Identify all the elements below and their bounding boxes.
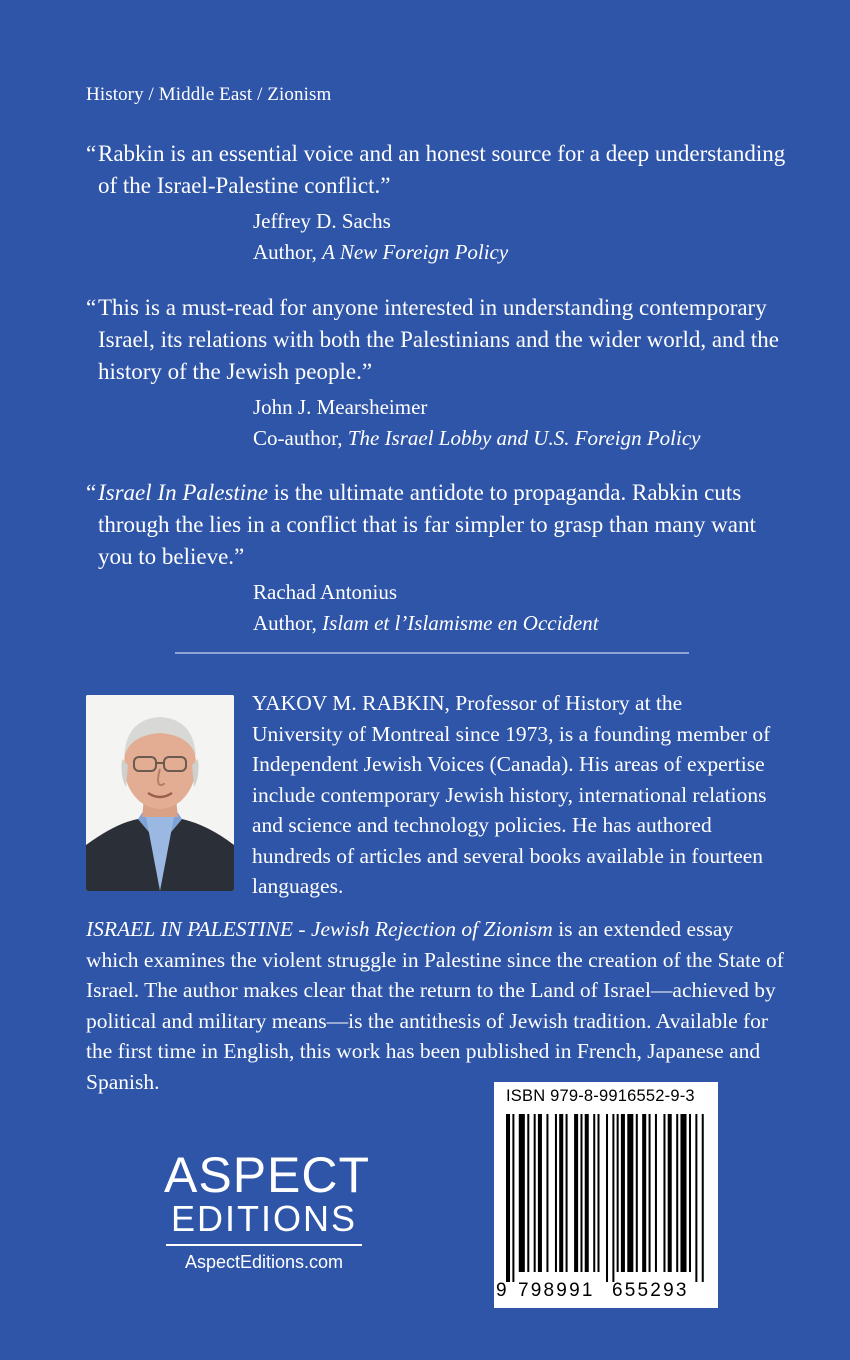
barcode-bar [585,1114,589,1272]
barcode-bar [663,1114,665,1272]
barcode-bar [617,1114,619,1272]
barcode-bar [506,1114,510,1282]
barcode-bar [597,1114,599,1272]
quote-author-role: Author, Islam et l’Islamisme en Occident [253,611,599,635]
quote-author: Rachad Antonius [253,580,398,604]
publisher-name-line2: EDITIONS [170,1198,357,1239]
barcode-group-1: 798991 [518,1280,595,1301]
publisher-logo-rule [166,1244,362,1246]
quote-attribution [253,577,786,639]
author-photo [86,695,234,891]
publisher-name-line1: ASPECT [164,1147,371,1203]
quote-text: “Israel In Palestine is the ultimate antidote to propaganda. Rabkin cuts through the lies in a conflict that is far simpler to grasp than many want you to believe.” [86,480,756,569]
barcode-bar [649,1114,651,1272]
barcode-bar [559,1114,563,1272]
barcode-bar [566,1114,568,1272]
author-bio: YAKOV M. RABKIN, Professor of History at the University of Montreal since 1973, is a founding member of Independent Jewish Voices (Canada). His areas of expertise include contemporary Jewish history, international relations and science and technology policies. He has authored hundreds of articles and several books available in fourteen languages. [252,691,771,898]
barcode-bar [702,1114,704,1282]
barcode-bar [636,1114,638,1272]
barcode-bar [538,1114,542,1272]
quote-book-title: Israel In Palestine [98,480,268,505]
quote-author-role: Author, A New Foreign Policy [253,240,509,264]
barcode-bar [574,1114,578,1272]
barcode-bar [593,1114,595,1272]
quote-author-role: Co-author, The Israel Lobby and U.S. Foreign Policy [253,426,701,450]
isbn-number: ISBN 979-8-9916552-9-3 [506,1087,695,1105]
barcode-bar [680,1114,686,1272]
quote-author: Jeffrey D. Sachs [253,209,391,233]
book-title: ISRAEL IN PALESTINE - Jewish Rejection of Zionism [86,917,553,941]
barcode-bar [612,1114,614,1282]
category-line: History / Middle East / Zionism [86,84,332,105]
author-portrait-image [86,695,234,891]
barcode-bar [606,1114,608,1282]
review-quote-2 [86,292,786,454]
barcode-bar [512,1114,514,1282]
section-divider [175,652,689,654]
barcode-bars [506,1114,706,1282]
publisher-url: AspectEditions.com [184,1252,344,1272]
barcode-lead-digit: 9 [496,1280,508,1301]
barcode-bar [580,1114,582,1272]
barcode-bar [534,1114,536,1272]
barcode-bar [689,1114,691,1272]
review-quote-3 [86,477,786,639]
barcode-bar [676,1114,678,1272]
barcode-group-2: 655293 [612,1280,689,1301]
barcode-bar [655,1114,657,1272]
barcode-bar [519,1114,525,1272]
barcode-bar [668,1114,672,1272]
barcode-bar [627,1114,633,1272]
barcode-bar [527,1114,529,1272]
quote-attribution [253,206,786,268]
isbn-barcode [494,1082,718,1308]
barcode-bar [642,1114,646,1272]
quote-attribution [253,392,786,454]
barcode-bar [621,1114,625,1272]
quote-text: “This is a must-read for anyone interested in understanding contemporary Israel, its relations with both the Palestinians and the wider world, and the history of the Jewish people.” [86,295,779,384]
barcode-bar [555,1114,557,1272]
quote-author: John J. Mearsheimer [253,395,428,419]
publisher-logo [164,1147,371,1274]
review-quote-1 [86,138,786,268]
quote-text: “Rabkin is an essential voice and an honest source for a deep understanding of the Israel-Palestine conflict.” [86,141,786,198]
barcode-bar [546,1114,548,1272]
book-description: ISRAEL IN PALESTINE - Jewish Rejection of Zionism is an extended essay which examines the violent struggle in Palestine since the creation of the State of Israel. The author makes clear that the return to the Land of Israel—achieved by political and military means—is the antithesis of Jewish tradition. Available for the first time in English, this work has been published in French, Japanese and Spanish. [86,917,784,1094]
barcode-bar [695,1114,697,1282]
